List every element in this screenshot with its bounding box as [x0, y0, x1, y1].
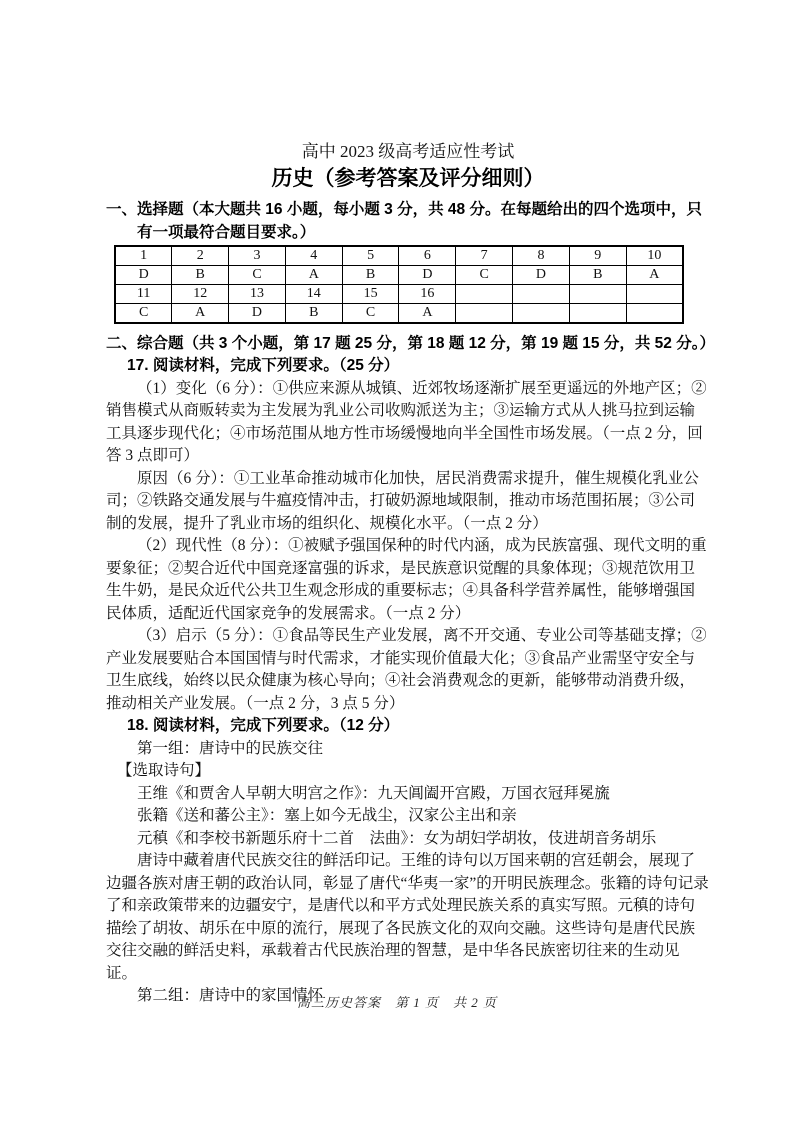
- answer-table-row: [115, 285, 683, 304]
- answer-table-cell: 13: [229, 285, 286, 304]
- q17-paragraph-inspiration: （3）启示（5 分）：①食品等民生产业发展，离不开交通、专业公司等基础支撑；②产业发展要贴合本国国情与时代需求，才能实现价值最大化；③食品产业需坚守安全与卫生底线，始终以民众健康为核心导向；④社会消费观念的更新，能够带动消费升级，推动相关产业发展。（一点 2 分，3 点 5 分）: [106, 627, 707, 712]
- answer-table-row: [115, 304, 683, 324]
- answer-table-cell: B: [285, 304, 342, 324]
- page-footer: 高三历史答案 第 1 页 共 2 页: [296, 995, 497, 1010]
- answer-table-cell: 14: [285, 285, 342, 304]
- answer-table-cell: [626, 304, 683, 324]
- answer-table-cell: C: [456, 266, 513, 285]
- answer-table-cell: 6: [399, 246, 456, 266]
- answer-table-cell: 4: [285, 246, 342, 266]
- q18-analysis: 唐诗中藏着唐代民族交往的鲜活印记。王维的诗句以万国来朝的宫廷朝会，展现了边疆各族对唐王朝的政治认同，彰显了唐代“华夷一家”的开明民族理念。张籍的诗句记录了和亲政策带来的边疆安宁，是唐代以和平方式处理民族关系的真实写照。元稹的诗句描绘了胡妆、胡乐在中原的流行，展现了各民族文化的双向交融。这些诗句是唐代民族交往交融的鲜活史料，承载着古代民族治理的智慧，是中华各民族密切往来的生动见证。: [106, 852, 709, 982]
- answer-table-cell: A: [399, 304, 456, 324]
- q17-heading: 17. 阅读材料，完成下列要求。（25 分）: [127, 357, 400, 374]
- answer-table-cell: 10: [626, 246, 683, 266]
- answer-table-cell: 15: [342, 285, 399, 304]
- q18-group1-label: 第一组：唐诗中的民族交往: [137, 739, 324, 757]
- answer-table-row: [115, 246, 683, 266]
- q18-group2-label: 第二组：唐诗中的家国情怀: [137, 987, 324, 1004]
- section2-heading: 二、综合题（共 3 个小题，第 17 题 25 分，第 18 题 12 分，第 19 题 15 分，共 52 分。）: [106, 335, 715, 352]
- answer-table-cell: 1: [115, 246, 172, 266]
- answer-table-cell: 3: [229, 246, 286, 266]
- q17-paragraph-change: （1）变化（6 分）：①供应来源从城镇、近郊牧场逐渐扩展至更遥远的外地产区；②销售模式从商贩转卖为主发展为乳业公司收购派送为主；③运输方式从人挑马拉到运输工具逐步现代化；④市场范围从地方性市场缓慢地向半全国性市场发展。（一点 2 分，回答 3 点即可）: [106, 379, 707, 464]
- answer-table: [114, 245, 684, 324]
- q17-paragraph-modernity: （2）现代性（8 分）：①被赋予强国保种的时代内涵，成为民族富强、现代文明的重要象征；②契合近代中国竞逐富强的诉求，是民族意识觉醒的具象体现；③规范饮用卫生牛奶，是民众近代公共卫生观念形成的重要标志；④具备科学营养属性，能够增强国民体质，适配近代国家竞争的发展需求。（一点 2 分）: [106, 537, 707, 622]
- exam-title: 高中 2023 级高考适应性考试: [301, 142, 515, 161]
- answer-table-cell: A: [172, 304, 229, 324]
- answer-table-cell: 2: [172, 246, 229, 266]
- answer-table-cell: 7: [456, 246, 513, 266]
- answer-table-cell: [456, 304, 513, 324]
- answer-table-cell: D: [513, 266, 570, 285]
- q18-verses-label: 【选取诗句】: [117, 762, 211, 779]
- answer-table-cell: [569, 304, 626, 324]
- q18-verse-zhangji: 张籍《送和蕃公主》：塞上如今无战尘，汉家公主出和亲: [137, 807, 517, 824]
- answer-table-cell: A: [285, 266, 342, 285]
- q18-verse-yuanzhen: 元稹《和李校书新题乐府十二首 法曲》：女为胡妇学胡妆，伎进胡音务胡乐: [137, 829, 657, 847]
- answer-table-cell: 8: [513, 246, 570, 266]
- q17-paragraph-reason: 原因（6 分）：①工业革命推动城市化加快，居民消费需求提升，催生规模化乳业公司；②铁路交通发展与牛瘟疫情冲击，打破奶源地域限制，推动市场范围拓展；③公司制的发展，提升了乳业市场的组织化、规模化水平。（一点 2 分）: [106, 469, 699, 532]
- answer-table-cell: C: [115, 304, 172, 324]
- answer-table-cell: B: [172, 266, 229, 285]
- subject-title: 历史（参考答案及评分细则）: [271, 167, 545, 190]
- answer-table-cell: D: [115, 266, 172, 285]
- answer-table-cell: B: [569, 266, 626, 285]
- answer-table-cell: 5: [342, 246, 399, 266]
- answer-table-cell: [626, 285, 683, 304]
- answer-table-cell: B: [342, 266, 399, 285]
- answer-table-cell: D: [229, 304, 286, 324]
- answer-table-cell: 9: [569, 246, 626, 266]
- answer-table-cell: C: [229, 266, 286, 285]
- answer-table-cell: [569, 285, 626, 304]
- answer-table-cell: 16: [399, 285, 456, 304]
- answer-table-cell: [456, 285, 513, 304]
- answer-table-cell: D: [399, 266, 456, 285]
- answer-table-cell: C: [342, 304, 399, 324]
- answer-table-cell: 12: [172, 285, 229, 304]
- section1-heading: 一、选择题（本大题共 16 小题，每小题 3 分，共 48 分。在每题给出的四个选项中，只有一项最符合题目要求。）: [106, 201, 702, 241]
- answer-table-cell: [513, 304, 570, 324]
- answer-table-row: [115, 266, 683, 285]
- answer-table-cell: A: [626, 266, 683, 285]
- answer-table-cell: [513, 285, 570, 304]
- q18-heading: 18. 阅读材料，完成下列要求。（12 分）: [127, 717, 400, 734]
- answer-table-cell: 11: [115, 285, 172, 304]
- q18-verse-wangwei: 王维《和贾舍人早朝大明宫之作》：九天阊阖开宫殿，万国衣冠拜冕旒: [137, 784, 610, 802]
